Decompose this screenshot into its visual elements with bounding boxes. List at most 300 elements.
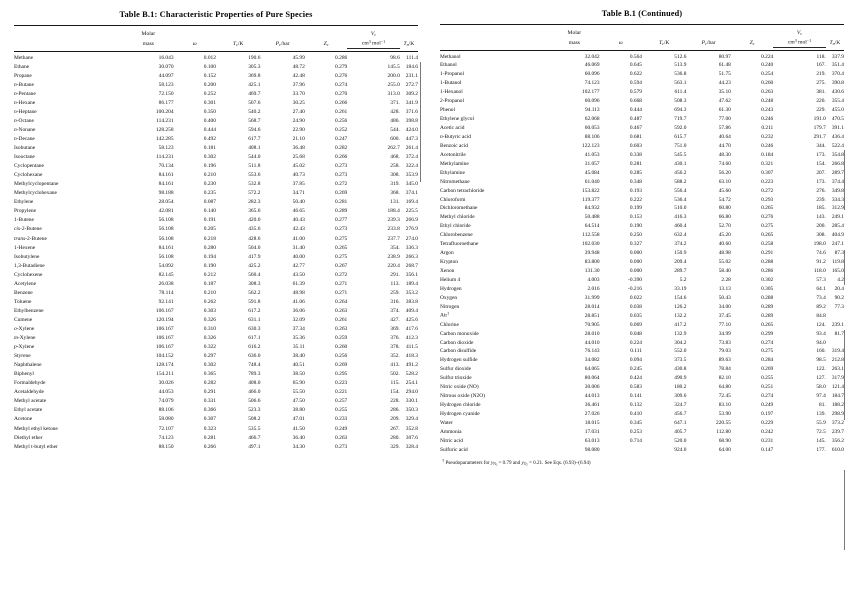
value-cell: 60.80 bbox=[718, 205, 731, 212]
col-tc-top-right bbox=[642, 27, 686, 37]
value-cell: 35.11 bbox=[292, 344, 305, 351]
col-tn-top bbox=[400, 28, 418, 38]
value-cell: 369.8 bbox=[248, 72, 261, 79]
value-cell: 0.289 bbox=[335, 208, 348, 215]
value-cell: 535.5 bbox=[248, 425, 261, 432]
value-cell: 239.7 bbox=[831, 428, 844, 435]
value-cell: 4.003 bbox=[587, 276, 600, 283]
value-cell: 313.0 bbox=[387, 90, 400, 97]
value-cell: 58.123 bbox=[158, 81, 174, 88]
value-cell: 2.016 bbox=[587, 285, 600, 292]
species-name-cell: Benzene bbox=[14, 289, 33, 296]
value-cell: 266.9 bbox=[405, 217, 418, 224]
species-name-cell: Ethylbenzene bbox=[14, 307, 44, 314]
value-cell: 212.8 bbox=[831, 357, 844, 364]
value-cell: 0.263 bbox=[335, 326, 348, 332]
species-name-cell: Isooctane bbox=[14, 154, 35, 161]
value-cell: 128.258 bbox=[155, 126, 174, 133]
table-row bbox=[14, 423, 418, 432]
value-cell: 0.645 bbox=[629, 62, 642, 69]
table-row bbox=[440, 248, 844, 257]
value-cell: 508.2 bbox=[248, 416, 261, 423]
value-cell: 0.299 bbox=[761, 330, 774, 337]
value-cell: 0.260 bbox=[335, 344, 348, 351]
value-cell: 0.293 bbox=[761, 196, 774, 203]
value-cell: 420.0 bbox=[248, 217, 261, 224]
value-cell: 266.8 bbox=[831, 160, 844, 167]
species-name-cell: Sulfur dioxide bbox=[440, 366, 471, 373]
value-cell: 436.4 bbox=[831, 133, 844, 140]
value-cell: 0.000 bbox=[629, 259, 642, 266]
value-cell: 266.3 bbox=[405, 253, 418, 260]
value-cell: 924.0 bbox=[674, 446, 687, 453]
value-cell: 169.4 bbox=[405, 199, 418, 206]
table-row bbox=[440, 301, 844, 310]
value-cell: 0.366 bbox=[203, 407, 216, 414]
value-cell: 44.23 bbox=[718, 80, 731, 87]
value-cell: 0.193 bbox=[629, 187, 642, 194]
table-row bbox=[14, 97, 418, 106]
value-cell: 368. bbox=[390, 190, 400, 197]
value-cell: 98.080 bbox=[584, 446, 600, 453]
value-cell: 329. bbox=[390, 443, 400, 450]
species-name-cell: n-Pentane bbox=[14, 90, 36, 97]
value-cell: 0.132 bbox=[629, 402, 642, 409]
value-cell bbox=[826, 337, 844, 346]
value-cell: 41.06 bbox=[292, 298, 305, 305]
value-cell: 46.069 bbox=[584, 62, 600, 69]
value-cell: 0.273 bbox=[335, 443, 348, 450]
value-cell: 0.210 bbox=[203, 172, 216, 179]
value-cell: 0.297 bbox=[203, 353, 216, 360]
value-cell: 0.229 bbox=[761, 419, 774, 426]
value-cell: 0.326 bbox=[203, 335, 216, 342]
value-cell: 258. bbox=[390, 163, 400, 170]
col-tn-top-right bbox=[826, 27, 844, 37]
value-cell: 0.279 bbox=[335, 63, 348, 70]
col-species-top-right bbox=[440, 27, 549, 37]
value-cell: 45.084 bbox=[584, 169, 600, 176]
value-cell: 55.50 bbox=[292, 389, 305, 396]
table-row bbox=[14, 332, 418, 341]
value-cell: 0.277 bbox=[335, 217, 348, 224]
value-cell: 374.2 bbox=[674, 241, 687, 248]
value-cell: 0.261 bbox=[335, 316, 348, 323]
value-cell: 536.8 bbox=[674, 71, 687, 78]
value-cell: 308. bbox=[390, 172, 400, 179]
value-cell: 40.51 bbox=[292, 362, 305, 369]
value-cell: 280. bbox=[390, 434, 400, 441]
value-cell: 97.4 bbox=[816, 393, 826, 400]
value-cell: 98.5 bbox=[816, 357, 826, 364]
table-row bbox=[440, 212, 844, 221]
value-cell: 371. bbox=[390, 99, 400, 106]
value-cell: 0.275 bbox=[335, 235, 348, 242]
value-cell: 556.4 bbox=[674, 187, 687, 194]
value-cell: 425.1 bbox=[248, 81, 261, 88]
value-cell: 122.123 bbox=[582, 142, 600, 149]
value-cell: 470.5 bbox=[831, 116, 844, 123]
value-cell: 268.7 bbox=[405, 262, 418, 269]
value-cell: 0.305 bbox=[761, 285, 774, 292]
value-cell: 118.0 bbox=[813, 268, 826, 275]
value-cell: 611.4 bbox=[674, 89, 687, 96]
value-cell: 309.6 bbox=[674, 393, 687, 400]
value-cell: 0.594 bbox=[629, 80, 642, 87]
value-cell: 72.45 bbox=[718, 393, 731, 400]
value-cell: 106.167 bbox=[155, 335, 174, 342]
value-cell: 32.09 bbox=[292, 316, 305, 323]
value-cell: 200. bbox=[816, 223, 826, 230]
value-cell: 143. bbox=[816, 214, 826, 221]
value-cell: 92.141 bbox=[158, 298, 174, 305]
value-cell: 0.266 bbox=[335, 99, 348, 106]
value-cell: 60.053 bbox=[584, 125, 600, 132]
col-tc-right: $T_c/K$ bbox=[658, 39, 670, 46]
value-cell: 405.7 bbox=[674, 428, 687, 435]
species-name-cell: Isobutane bbox=[14, 145, 36, 152]
value-cell: 631.1 bbox=[248, 316, 261, 323]
value-cell: 0.263 bbox=[335, 307, 348, 314]
left-table-title: Table B.1: Characteristic Properties of Pure Species bbox=[119, 10, 313, 19]
value-cell: 0.327 bbox=[629, 241, 642, 248]
value-cell: 55.02 bbox=[718, 259, 731, 266]
species-name-cell: Ethylene glycol bbox=[440, 116, 474, 123]
value-cell: 261.4 bbox=[405, 145, 418, 152]
value-cell: 334.3 bbox=[831, 196, 844, 203]
value-cell: 428.6 bbox=[248, 235, 261, 242]
value-cell: 528.2 bbox=[405, 371, 418, 378]
value-cell: 118. bbox=[816, 53, 826, 60]
value-cell: 57.3 bbox=[816, 276, 826, 283]
value-cell: 312.9 bbox=[831, 205, 844, 212]
value-cell: 0.681 bbox=[629, 133, 642, 140]
value-cell: 28.851 bbox=[584, 312, 600, 319]
value-cell: 0.263 bbox=[761, 89, 774, 96]
value-cell: 0.444 bbox=[203, 126, 216, 133]
value-cell: 52.70 bbox=[718, 223, 731, 230]
value-cell: 262.7 bbox=[387, 145, 400, 152]
value-cell: 285.4 bbox=[831, 223, 844, 230]
value-cell: 0.048 bbox=[629, 330, 642, 337]
value-cell: 45.02 bbox=[292, 163, 305, 170]
value-cell: 188.4 bbox=[387, 208, 400, 215]
value-cell: 154.211 bbox=[156, 371, 174, 378]
value-cell: 0.338 bbox=[629, 151, 642, 158]
table-row bbox=[440, 149, 844, 158]
value-cell: 632.4 bbox=[674, 232, 687, 239]
value-cell: 307.6 bbox=[405, 434, 418, 441]
value-cell: 0.253 bbox=[629, 428, 642, 435]
table-row bbox=[14, 170, 418, 179]
value-cell: 198.0 bbox=[813, 241, 826, 248]
table-row bbox=[440, 221, 844, 230]
value-cell: 160. bbox=[816, 348, 826, 355]
value-cell: 0.224 bbox=[629, 339, 642, 346]
value-cell: 39.948 bbox=[584, 250, 600, 257]
table-row bbox=[14, 432, 418, 441]
value-cell: 34.00 bbox=[718, 303, 731, 310]
table-row bbox=[14, 414, 418, 423]
species-name-cell: Nitromethane bbox=[440, 178, 470, 185]
species-name-cell: Xenon bbox=[440, 268, 455, 275]
value-cell: 522.4 bbox=[831, 142, 844, 149]
table-row bbox=[14, 396, 418, 405]
value-cell: 0.273 bbox=[335, 226, 348, 233]
table-panel-right bbox=[424, 0, 848, 599]
value-cell: 0.022 bbox=[629, 294, 642, 301]
value-cell: 121.4 bbox=[831, 384, 844, 391]
value-cell: 173. bbox=[816, 151, 826, 158]
value-cell: 0.288 bbox=[761, 259, 774, 266]
value-cell: 0.242 bbox=[761, 428, 774, 435]
species-name-cell: n-Decane bbox=[14, 136, 35, 143]
value-cell: 430.6 bbox=[831, 89, 844, 96]
value-cell: 630.3 bbox=[248, 326, 261, 332]
value-cell: 0.265 bbox=[761, 321, 774, 328]
value-cell: 520.0 bbox=[674, 437, 687, 444]
value-cell: 132.9 bbox=[674, 330, 687, 337]
species-name-cell: 1-Propanol bbox=[440, 71, 464, 78]
header-row-upper bbox=[14, 28, 418, 38]
value-cell: 383.8 bbox=[405, 298, 418, 305]
value-cell: 374.4 bbox=[831, 178, 844, 185]
table-row bbox=[440, 167, 844, 176]
value-cell: 0.270 bbox=[335, 90, 348, 97]
value-cell: 617.2 bbox=[248, 307, 261, 314]
species-name-cell: Ethyl acetate bbox=[14, 407, 43, 414]
value-cell: 124. bbox=[816, 321, 826, 328]
value-cell: 309.2 bbox=[405, 90, 418, 97]
value-cell: 0.249 bbox=[335, 425, 348, 432]
value-cell: 572.2 bbox=[248, 190, 261, 197]
value-cell: 0.322 bbox=[203, 344, 216, 351]
species-name-cell: Krypton bbox=[440, 259, 458, 266]
species-name-cell: Hydrogen cyanide bbox=[440, 411, 480, 418]
species-name-cell: Acetaldehyde bbox=[14, 389, 44, 396]
table-row bbox=[440, 319, 844, 328]
value-cell: 42.48 bbox=[292, 72, 305, 79]
value-cell: 0.152 bbox=[203, 72, 216, 79]
table-row bbox=[14, 296, 418, 305]
table-row bbox=[14, 206, 418, 215]
col-vc-units: $cm^3$ mol$^{-1}$ bbox=[347, 38, 400, 49]
value-cell: 30.006 bbox=[584, 384, 600, 391]
value-cell: 45.60 bbox=[718, 187, 731, 194]
value-cell: 5.2 bbox=[679, 276, 687, 283]
table-row bbox=[440, 105, 844, 114]
value-cell: 374.1 bbox=[405, 190, 418, 197]
value-cell: 33.19 bbox=[674, 285, 687, 292]
value-cell: 165.0 bbox=[831, 268, 844, 275]
value-cell: 0.269 bbox=[335, 362, 348, 369]
value-cell: 408.0 bbox=[248, 380, 261, 387]
value-cell: 337.9 bbox=[831, 53, 844, 60]
table-row bbox=[14, 52, 418, 62]
value-cell: 239. bbox=[816, 196, 826, 203]
table-footnote: † Pseudoparameters for $y_{N_2} = 0.79$ and $y_{O_2} = 0.21$. See Eqs. (6.93)–(6.94) bbox=[442, 458, 591, 467]
value-cell: 304.2 bbox=[674, 339, 687, 346]
value-cell: 32.042 bbox=[584, 53, 600, 60]
value-cell: 413. bbox=[390, 362, 400, 369]
value-cell: 588.2 bbox=[674, 178, 687, 185]
value-cell: 372.4 bbox=[405, 154, 418, 161]
value-cell: 84.8 bbox=[816, 312, 826, 319]
value-cell: 188.2 bbox=[831, 402, 844, 409]
value-cell: 44.70 bbox=[718, 142, 731, 149]
species-name-cell: Propane bbox=[14, 72, 32, 79]
species-name-cell: Toluene bbox=[14, 298, 32, 305]
value-cell bbox=[826, 310, 844, 319]
species-name-cell: Isobutylene bbox=[14, 253, 40, 260]
value-cell: 0.258 bbox=[761, 241, 774, 248]
value-cell: 255.0 bbox=[387, 81, 400, 88]
value-cell: 0.269 bbox=[761, 366, 774, 373]
species-name-cell: Biphenyl bbox=[14, 371, 34, 378]
value-cell: 373.5 bbox=[674, 357, 687, 364]
value-cell: 0.265 bbox=[761, 205, 774, 212]
value-cell: 0.231 bbox=[761, 437, 774, 444]
value-cell: 719.7 bbox=[674, 116, 687, 123]
value-cell: 72.150 bbox=[158, 90, 174, 97]
value-cell: 61.39 bbox=[292, 280, 305, 287]
value-cell: 0.668 bbox=[629, 98, 642, 105]
value-cell: 291.7 bbox=[813, 133, 826, 140]
value-cell: 56.108 bbox=[158, 217, 174, 224]
value-cell: 26.038 bbox=[158, 280, 174, 287]
species-name-cell: Hydrogen sulfide bbox=[440, 357, 478, 364]
value-cell: 36.461 bbox=[584, 402, 600, 409]
value-cell: 83.10 bbox=[718, 402, 731, 409]
value-cell: 0.444 bbox=[629, 107, 642, 114]
table-row bbox=[14, 314, 418, 323]
value-cell: 142.285 bbox=[155, 136, 174, 143]
value-cell: 229. bbox=[816, 107, 826, 114]
value-cell: 247.1 bbox=[831, 241, 844, 248]
value-cell: 592.0 bbox=[674, 125, 687, 132]
value-cell: 0.714 bbox=[629, 437, 642, 444]
value-cell: 37.85 bbox=[292, 181, 305, 188]
value-cell: 0.265 bbox=[335, 244, 348, 251]
value-cell: 24.90 bbox=[292, 117, 305, 124]
value-cell: 0.259 bbox=[335, 335, 348, 342]
col-tn: $T_n/K$ bbox=[403, 40, 415, 47]
species-name-cell: Propylene bbox=[14, 208, 37, 215]
table-row bbox=[440, 417, 844, 426]
value-cell: 58.123 bbox=[158, 145, 174, 152]
value-cell: 43.50 bbox=[292, 271, 305, 278]
value-cell: 0.247 bbox=[335, 136, 348, 143]
value-cell: 0.232 bbox=[761, 133, 774, 140]
value-cell: 0.252 bbox=[335, 126, 348, 133]
header-row-lower-right bbox=[440, 37, 844, 48]
value-cell: 63.013 bbox=[584, 437, 600, 444]
value-cell: 0.467 bbox=[629, 125, 642, 132]
col-tc-top bbox=[216, 28, 260, 38]
table-row bbox=[14, 197, 418, 206]
value-cell: 0.273 bbox=[335, 172, 348, 179]
species-name-cell: Cyclohexane bbox=[14, 172, 43, 179]
value-cell: 64.80 bbox=[718, 384, 731, 391]
value-cell: 58.0 bbox=[816, 384, 826, 391]
value-cell: 0.280 bbox=[203, 244, 216, 251]
value-cell: 329.4 bbox=[405, 416, 418, 423]
value-cell: 0.141 bbox=[629, 393, 642, 400]
value-cell: 120.194 bbox=[155, 316, 174, 323]
species-name-cell: Ammonia bbox=[440, 428, 462, 435]
value-cell: 0.410 bbox=[629, 411, 642, 418]
value-cell: 98.6 bbox=[390, 54, 400, 61]
species-name-cell: cis-2-Butene bbox=[14, 226, 42, 233]
value-cell: 0.275 bbox=[761, 223, 774, 230]
properties-table-right bbox=[440, 24, 844, 453]
value-cell: 94.113 bbox=[584, 107, 600, 114]
value-cell: 64.00 bbox=[718, 446, 731, 453]
species-name-cell: 2-Propanol bbox=[440, 98, 464, 105]
value-cell: 30.070 bbox=[158, 63, 174, 70]
value-cell: 0.251 bbox=[761, 384, 774, 391]
table-row bbox=[440, 203, 844, 212]
table-body-left bbox=[14, 52, 418, 451]
value-cell: 417.6 bbox=[405, 326, 418, 332]
table-row bbox=[440, 444, 844, 453]
value-cell: 45.20 bbox=[718, 232, 731, 239]
value-cell: 44.010 bbox=[584, 339, 600, 346]
value-cell: 0.350 bbox=[203, 108, 216, 115]
value-cell: 428. bbox=[390, 108, 400, 115]
value-cell: 0.263 bbox=[335, 434, 348, 441]
header-row-lower bbox=[14, 38, 418, 49]
value-cell: 371.6 bbox=[405, 108, 418, 115]
value-cell: 31.057 bbox=[584, 160, 600, 167]
value-cell: 54.72 bbox=[718, 196, 731, 203]
table-row bbox=[14, 269, 418, 278]
value-cell: 84.161 bbox=[158, 181, 174, 188]
species-name-cell: Methane bbox=[14, 54, 34, 61]
value-cell: 466.7 bbox=[248, 434, 261, 441]
table-row bbox=[440, 373, 844, 382]
value-cell: 469.7 bbox=[248, 90, 261, 97]
value-cell: 373.2 bbox=[831, 419, 844, 426]
value-cell: 0.260 bbox=[761, 80, 774, 87]
value-cell: 0.275 bbox=[335, 253, 348, 260]
value-cell: 617.1 bbox=[248, 335, 261, 342]
species-name-cell: Sulfuric acid bbox=[440, 446, 468, 453]
value-cell: 0.269 bbox=[335, 190, 348, 197]
value-cell: 61.30 bbox=[718, 107, 731, 114]
value-cell: 22.90 bbox=[292, 126, 305, 133]
value-cell: 74.123 bbox=[584, 80, 600, 87]
value-cell: 81. bbox=[819, 402, 826, 409]
value-cell: 0.187 bbox=[203, 280, 216, 287]
species-name-cell: Naphthalene bbox=[14, 362, 42, 369]
value-cell: 184.7 bbox=[831, 393, 844, 400]
value-cell: 0.282 bbox=[335, 145, 348, 152]
col-pc: $P_c$/bar bbox=[275, 40, 290, 47]
value-cell: 286. bbox=[390, 407, 400, 414]
value-cell: 324.7 bbox=[674, 402, 687, 409]
species-name-cell: m-Xylene bbox=[14, 335, 36, 342]
value-cell: 0.147 bbox=[761, 446, 774, 453]
value-cell: 0.252 bbox=[203, 90, 216, 97]
value-cell: 356.1 bbox=[405, 271, 418, 278]
table-row bbox=[440, 274, 844, 283]
value-cell: 237.7 bbox=[387, 235, 400, 242]
value-cell: 0.281 bbox=[335, 199, 348, 206]
value-cell: 80.064 bbox=[584, 375, 600, 382]
value-cell: 523.3 bbox=[248, 407, 261, 414]
value-cell: 35.36 bbox=[292, 335, 305, 342]
